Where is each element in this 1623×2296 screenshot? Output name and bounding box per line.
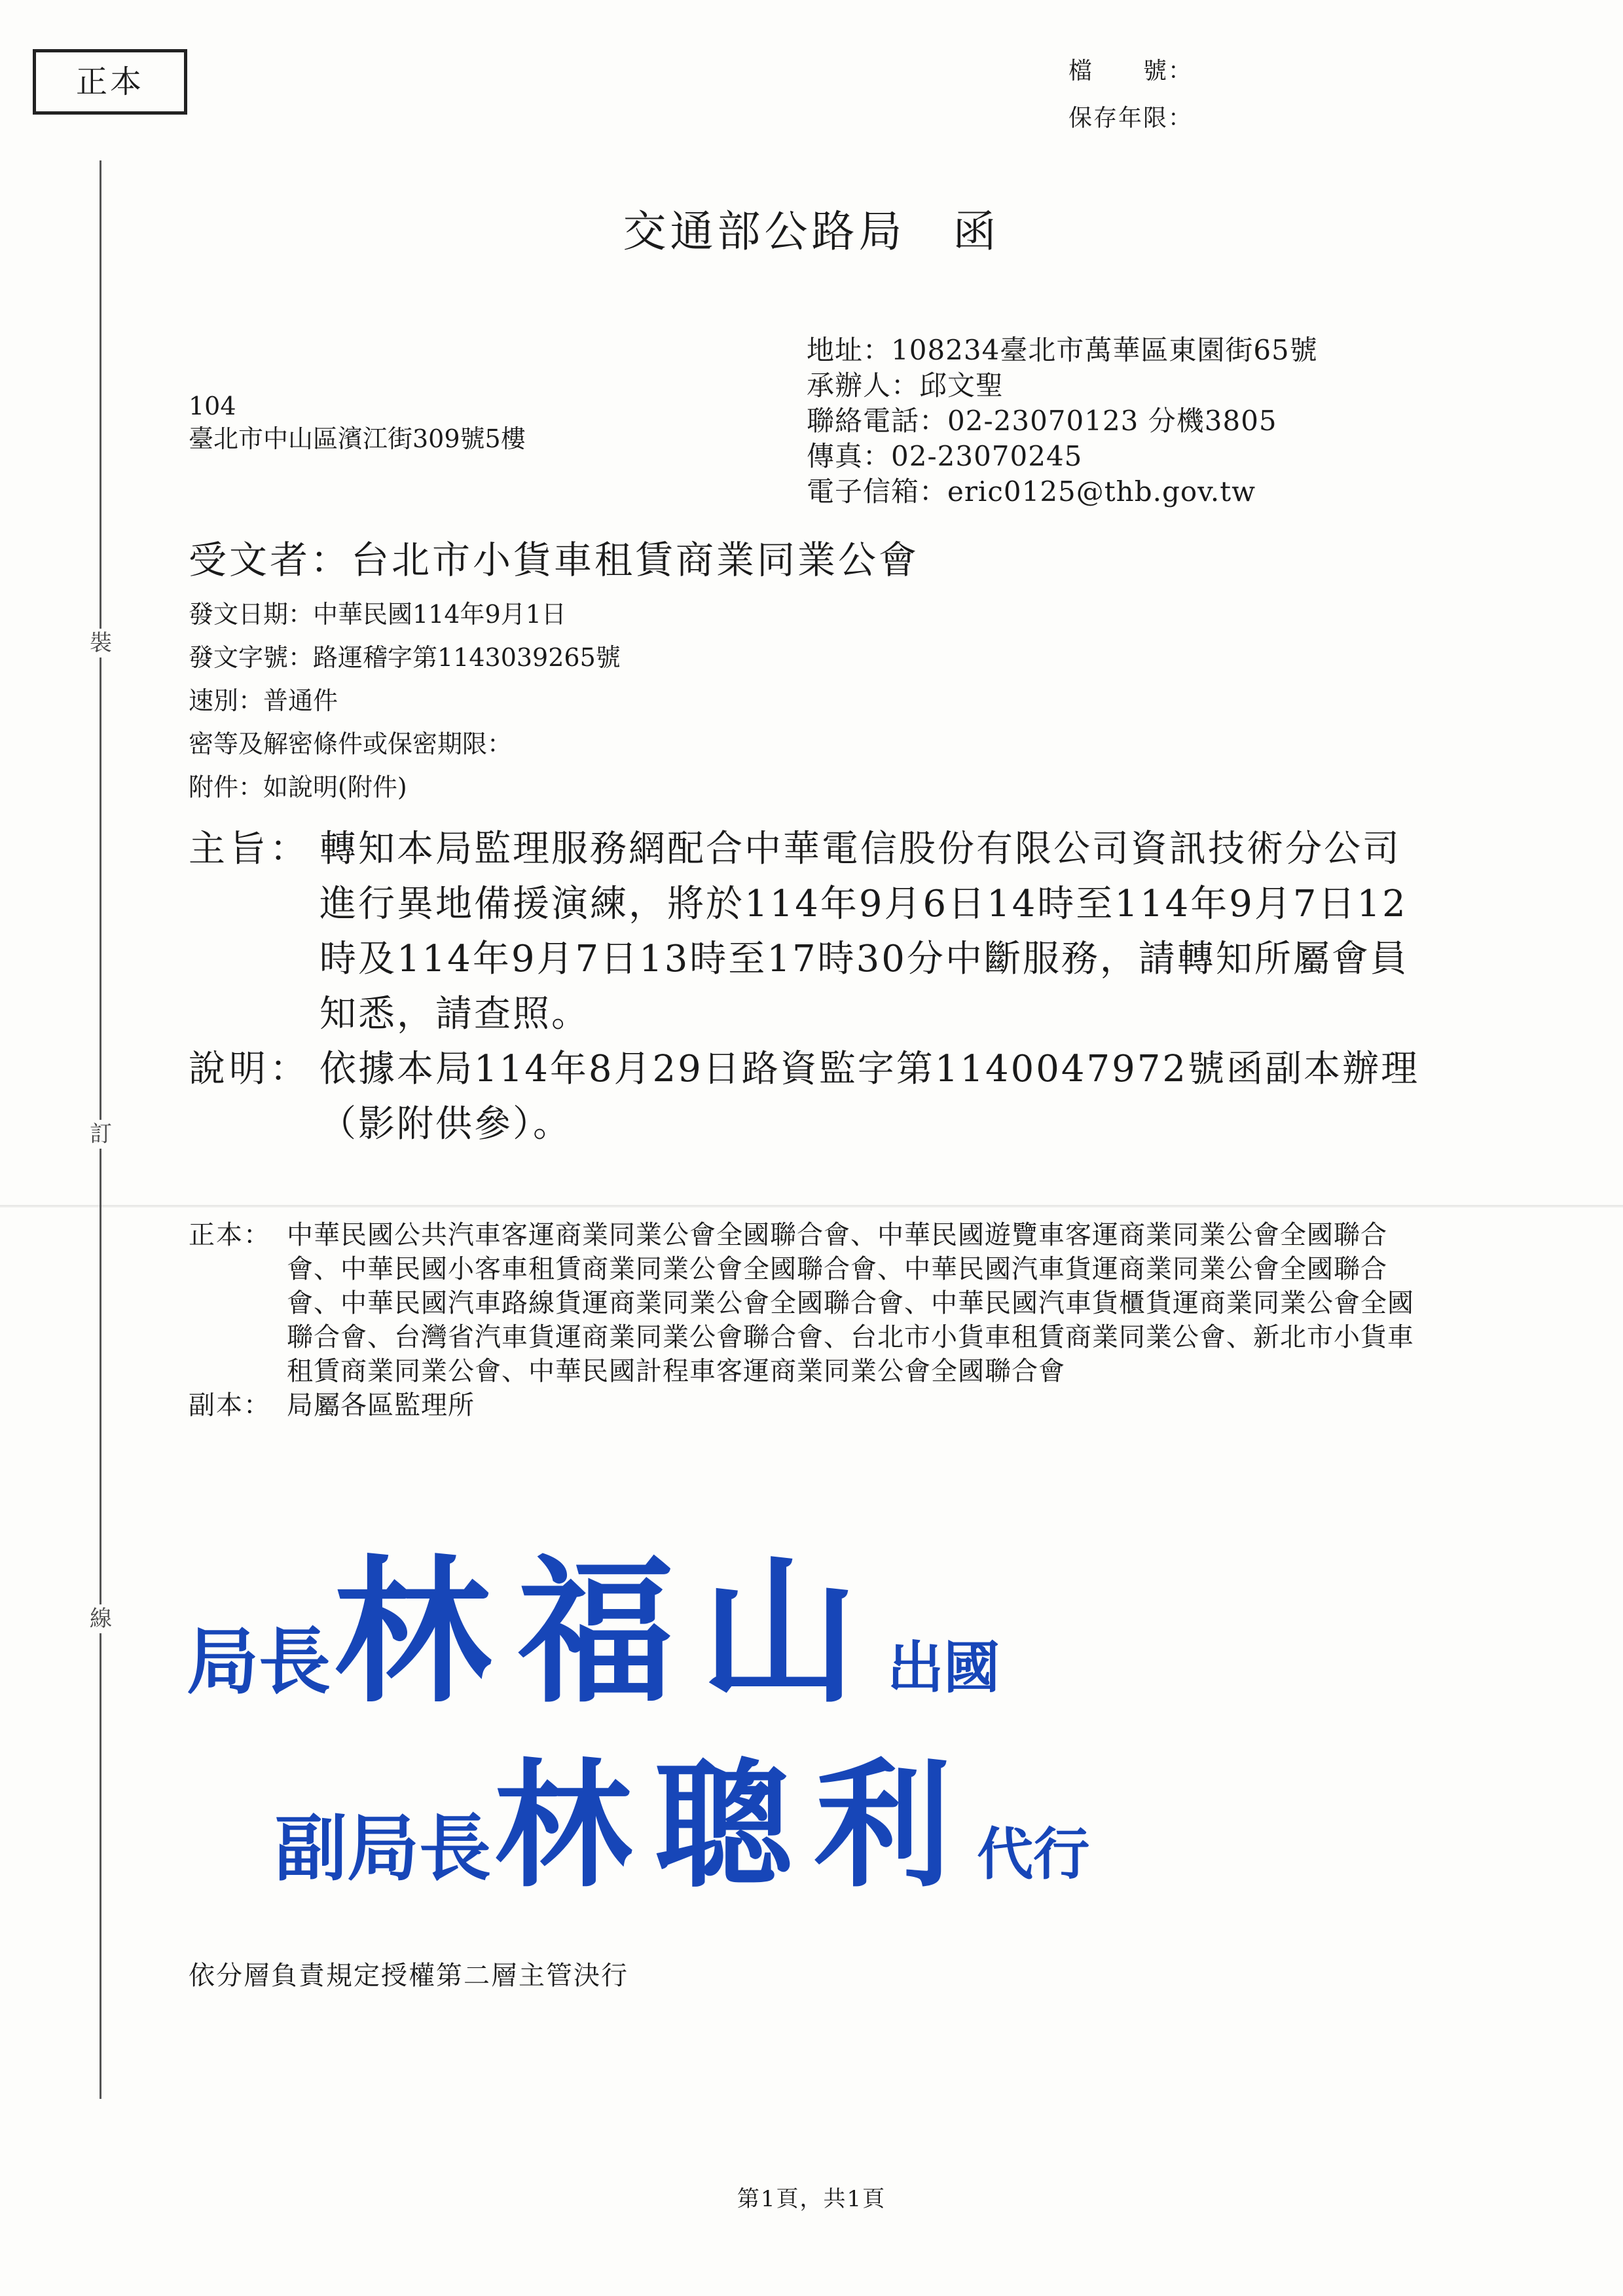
- body-block: [189, 822, 1439, 1152]
- recipient-address-block: [189, 390, 526, 455]
- director-title: 局長: [187, 1620, 331, 1704]
- deputy-name: 林聰利: [494, 1746, 974, 1906]
- attachments: 附件：如說明(附件): [189, 773, 407, 802]
- original-copy-mark: 正本: [33, 49, 187, 115]
- binding-mark-ding: 訂: [86, 1120, 115, 1149]
- case-officer: 承辦人：邱文聖: [807, 369, 1004, 401]
- original-recipients-text: 中華民國公共汽車客運商業同業公會全國聯合會、中華民國遊覽車客運商業同業公會全國聯合會、中華民國小客車租賃商業同業公會全國聯合會、中華民國汽車貨運商業同業公會全國聯合會、中華民國汽車路線貨運商業同業公會全國聯合會、中華民國汽車貨櫃貨運商業同業公會全國聯合會、台灣省汽車貨運商業同業公會聯合會、台北市小貨車租賃商業同業公會、新北市小貨車租賃商業同業公會、中華民國計程車客運商業同業公會全國聯合會: [287, 1220, 1414, 1386]
- explanation-text: 依據本局114年8月29日路資監字第1140047972號函副本辦理（影附供參）。: [319, 1048, 1420, 1145]
- explanation-label: 說明：: [189, 1048, 310, 1090]
- page-number: 第1頁，共1頁: [737, 2186, 886, 2212]
- recipient-line: 受文者：台北市小貨車租賃商業同業公會: [189, 538, 920, 582]
- explanation-row: [189, 1042, 1439, 1152]
- file-number-label: 檔 號：: [1068, 58, 1194, 84]
- copy-recipients-row: [189, 1388, 1439, 1422]
- priority: 速別：普通件: [189, 686, 338, 715]
- deputy-title: 副局長: [275, 1807, 491, 1891]
- director-signature-stamp: [187, 1506, 1000, 1732]
- original-recipients-label: 正本：: [189, 1220, 271, 1250]
- sender-address: 地址：108234臺北市萬華區東園街65號: [807, 334, 1318, 366]
- authorization-note: 依分層負責規定授權第二層主管決行: [189, 1961, 629, 1991]
- sender-contact-block: [807, 333, 1318, 509]
- document-number: 發文字號：路運稽字第1143039265號: [189, 643, 621, 672]
- copy-recipients-text: 局屬各區監理所: [287, 1390, 475, 1420]
- deputy-note: 代行: [977, 1822, 1090, 1887]
- distribution-block: [189, 1218, 1439, 1422]
- contact-phone: 聯絡電話：02-23070123 分機3805: [807, 405, 1277, 437]
- fax-number: 傳真：02-23070245: [807, 440, 1083, 472]
- copy-recipients-label: 副本：: [189, 1390, 271, 1420]
- subject-row: [189, 822, 1439, 1042]
- subject-text: 轉知本局監理服務網配合中華電信股份有限公司資訊技術分公司進行異地備援演練，將於114年9月6日14時至114年9月7日12時及114年9月7日13時至17時30分中斷服務，請轉知所屬會員知悉，請查照。: [319, 828, 1409, 1035]
- issue-date: 發文日期：中華民國114年9月1日: [189, 600, 566, 629]
- confidentiality: 密等及解密條件或保密期限：: [189, 730, 513, 758]
- recipient-address: 臺北市中山區濱江街309號5樓: [189, 424, 526, 453]
- document-meta-block: [189, 593, 621, 809]
- recipient-zip: 104: [189, 392, 236, 420]
- director-name: 林福山: [334, 1541, 884, 1724]
- original-recipients-row: [189, 1218, 1439, 1388]
- binding-mark-zhuang: 裝: [86, 629, 115, 657]
- deputy-signature-stamp: [275, 1716, 1089, 1914]
- director-note: 出國: [887, 1635, 1000, 1701]
- binding-mark-xian: 線: [86, 1604, 115, 1633]
- paper-fold-shadow: [0, 1205, 1623, 1208]
- email-address: 電子信箱：eric0125@thb.gov.tw: [807, 475, 1256, 508]
- document-title: 交通部公路局 函: [623, 206, 1000, 257]
- retention-period-label: 保存年限：: [1068, 105, 1194, 132]
- subject-label: 主旨：: [189, 828, 310, 870]
